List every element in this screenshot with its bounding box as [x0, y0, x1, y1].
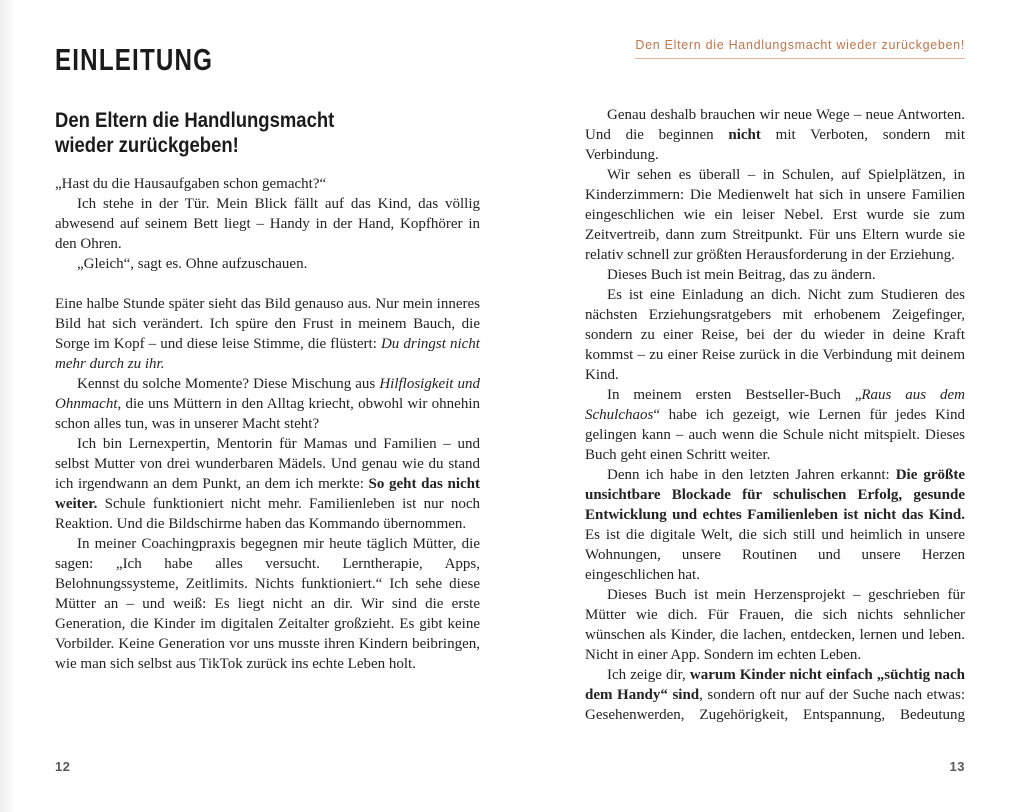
text-run: So geht das nicht weiter.	[55, 476, 480, 512]
text-run: , die uns Müttern in den Alltag kriecht, obwohl wir ohnehin schon alles tun, was in unserer Macht steht?	[55, 396, 480, 432]
section-title-line-1: Den Eltern die Handlungsmacht	[55, 109, 335, 132]
paragraph	[55, 294, 480, 374]
text-run: Du dringst nicht mehr durch zu ihr.	[55, 336, 480, 372]
paragraph	[55, 194, 480, 254]
paragraph	[55, 374, 480, 434]
running-header: Den Eltern die Handlungsmacht wieder zurückgeben!	[635, 38, 965, 59]
chapter-title: EINLEITUNG	[55, 42, 214, 77]
body-text-right	[585, 105, 965, 725]
paragraph	[55, 534, 480, 674]
text-run: , sondern oft nur auf der Suche nach etwas: Gesehenwerden, Zugehörigkeit, Entspannung, Bedeutung	[585, 687, 966, 723]
paragraph	[585, 385, 965, 465]
text-run: Dieses Buch ist mein Herzensprojekt – geschrieben für Mütter wie dich. Für Frauen, die sich nichts sehnlicher wünschen als Kinder, die lachen, entdecken, lernen und leben. Nicht in einer App. Sondern im echten Leben.	[585, 587, 965, 663]
paragraph	[585, 285, 965, 385]
text-run: “ habe ich gezeigt, wie Lernen für jedes Kind gelingen kann – auch wenn die Schule nicht mitspielt. Dieses Buch geht einen Schritt weiter.	[585, 407, 965, 463]
text-run: mit Verboten, sondern mit Verbindung.	[585, 127, 966, 163]
section-title-line-2: wieder zurückgeben!	[55, 134, 239, 157]
paragraph	[585, 465, 965, 585]
text-run: Ich bin Lernexpertin, Mentorin für Mamas und Familien – und selbst Mutter von drei wunderbaren Mädels. Und genau wie du stand ich irgendwann an dem Punkt, an dem ich merkte:	[55, 436, 480, 492]
running-header-wrap	[585, 36, 965, 59]
paragraph	[55, 174, 480, 194]
text-run: „Gleich“, sagt es. Ohne aufzuschauen.	[77, 256, 308, 272]
body-text-left	[55, 174, 480, 674]
text-run: warum Kinder nicht einfach „süchtig nach dem Handy“ sind	[585, 667, 966, 703]
page-right	[510, 0, 1020, 812]
text-run: Genau deshalb brauchen wir neue Wege – neue Antworten. Und die beginnen	[585, 107, 965, 143]
text-run: Raus aus dem Schulchaos	[585, 387, 966, 423]
text-run: Ich zeige dir,	[607, 667, 690, 683]
text-run: Es ist eine Einladung an dich. Nicht zum Studieren des nächsten Erziehungsratgebers mit erhobenem Zeigefinger, sondern zu einer Reise, bei der du wieder in deine Kraft kommst – zu einer Reise zurück in die Verbindung mit deinem Kind.	[585, 287, 965, 383]
paragraph	[585, 165, 965, 265]
text-run: In meinem ersten Bestseller-Buch „	[607, 387, 862, 403]
text-run: nicht	[728, 127, 761, 143]
text-run: Wir sehen es überall – in Schulen, auf Spielplätzen, in Kinderzimmern: Die Medienwelt hat sich in unsere Familien eingeschlichen wie ein leiser Nebel. Erst wurde sie zum Zeitvertreib, dann zum Streitpunkt. Für uns Eltern wurde sie relativ schnell zur größten Herausforderung in der Erziehung.	[585, 167, 965, 263]
paragraph	[55, 254, 480, 274]
text-run: „Hast du die Hausaufgaben schon gemacht?“	[55, 176, 327, 192]
paragraph	[585, 105, 965, 165]
text-run: Kennst du solche Momente? Diese Mischung aus	[77, 376, 380, 392]
text-run: Hilflosigkeit und Ohnmacht	[55, 376, 480, 412]
text-run: Schule funktioniert nicht mehr. Familienleben ist nur noch Reaktion. Und die Bildschirme haben das Kommando übernommen.	[55, 496, 480, 532]
paragraph	[55, 434, 480, 534]
paragraph	[585, 665, 965, 725]
page-number-left: 12	[55, 759, 71, 774]
text-run: In meiner Coachingpraxis begegnen mir heute täglich Mütter, die sagen: „Ich habe alles versucht. Lerntherapie, Apps, Belohnungssysteme, Zeitlimits. Nichts funktioniert.“ Ich sehe diese Mütter an – und weiß: Es liegt nicht an dir. Wir sind die erste Generation, die Kinder im digitalen Zeitalter großzieht. Es gibt keine Vorbilder. Keine Generation vor uns musste ihren Kindern beibringen, wie man sich selbst aus TikTok zurück ins echte Leben holt.	[55, 536, 480, 672]
text-run: Denn ich habe in den letzten Jahren erkannt:	[607, 467, 896, 483]
page-number-right: 13	[949, 759, 965, 774]
text-run: Ich stehe in der Tür. Mein Blick fällt auf das Kind, das völlig abwesend auf seinem Bett liegt – Handy in der Hand, Kopfhörer in den Ohren.	[55, 196, 480, 252]
text-run: Es ist die digitale Welt, die sich still und heimlich in unsere Wohnungen, unsere Routinen und unsere Herzen eingeschlichen hat.	[585, 527, 965, 583]
paragraph	[585, 265, 965, 285]
text-run: Eine halbe Stunde später sieht das Bild genauso aus. Nur mein inneres Bild hat sich verändert. Ich spüre den Frust in meinem Bauch, die Sorge im Kopf – und diese leise Stimme, die flüstert:	[55, 296, 480, 352]
text-run: Die größte unsichtbare Blockade für schulischen Erfolg, gesunde Entwicklung und echtes Familienleben ist nicht das Kind.	[585, 467, 965, 523]
text-run: Dieses Buch ist mein Beitrag, das zu ändern.	[607, 267, 876, 283]
section-title	[55, 108, 429, 158]
paragraph	[585, 585, 965, 665]
